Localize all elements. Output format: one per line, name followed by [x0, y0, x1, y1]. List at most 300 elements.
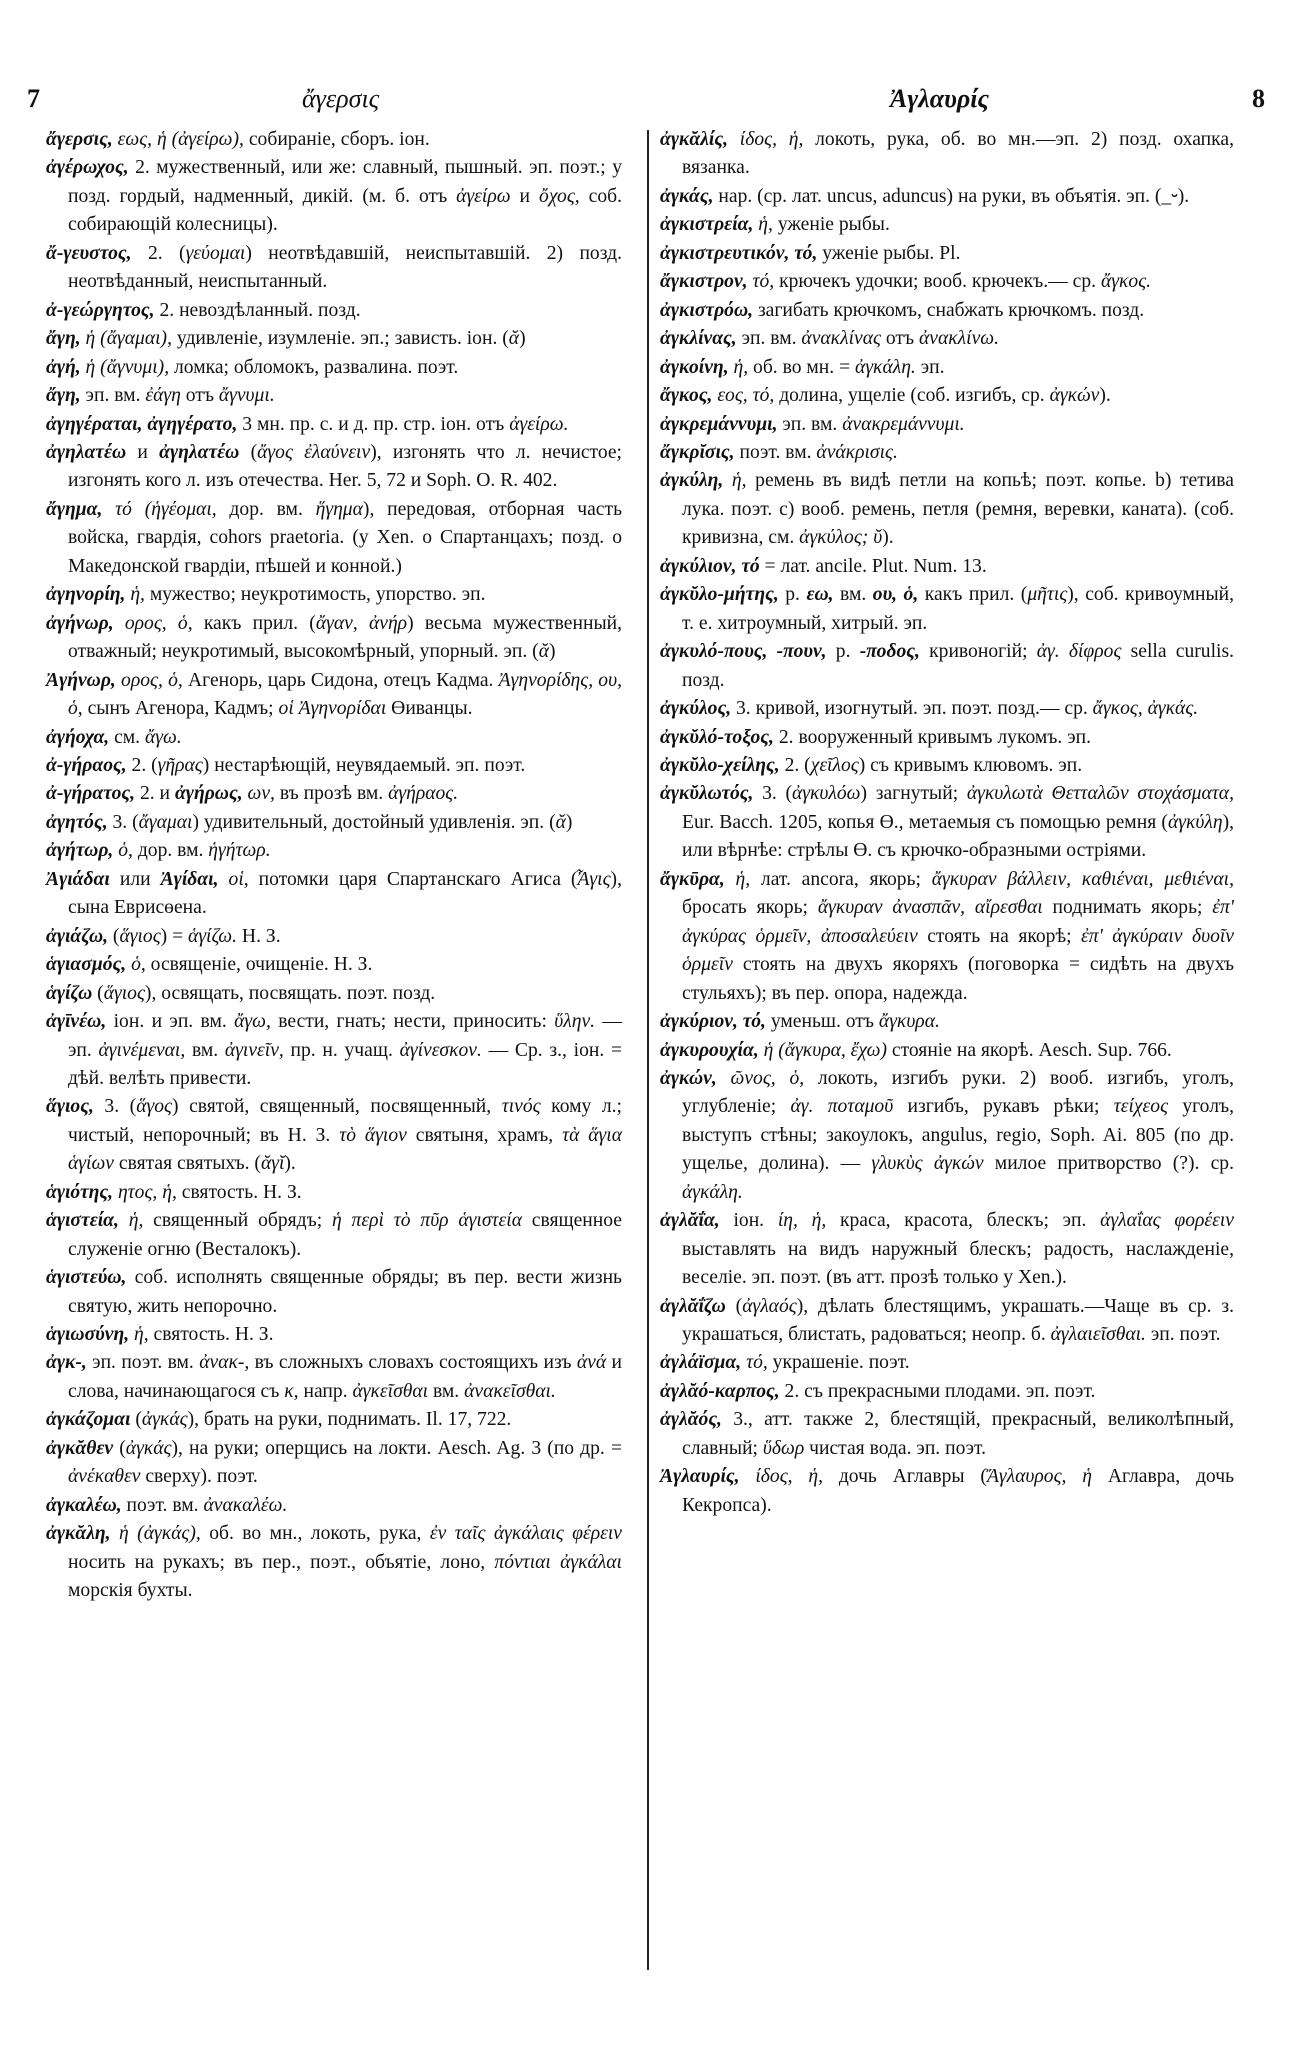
column-divider — [647, 130, 649, 1970]
dictionary-entry — [660, 382, 1234, 410]
greek-text: γλυκὺς ἀγκών — [871, 1153, 984, 1175]
greek-text: ᾰγῐ — [260, 1153, 285, 1175]
greek-text: ἀγινέμεναι, — [98, 1039, 186, 1061]
dictionary-entry — [660, 183, 1234, 211]
definition-text: ), на руки; оперщись на локти. Aesch. Ag. 3 (по др. = — [171, 1437, 622, 1459]
greek-text: τό (ἡγέομαι, — [102, 498, 217, 520]
definition-text: ) — [565, 811, 573, 833]
headword: ἀγκύλη, — [660, 470, 724, 492]
headword: ἀγλᾰΐα, — [660, 1210, 720, 1232]
headword: ἀγκών, — [660, 1067, 717, 1089]
definition-text: кому л.; чистый, непорочный; въ Н. З. — [68, 1096, 623, 1146]
dictionary-entry — [46, 411, 622, 439]
greek-text: τείχεος — [1113, 1096, 1169, 1118]
definition-text: дор. вм. — [216, 498, 316, 520]
greek-text: ἄγκος. — [1100, 271, 1152, 293]
headword: ἁγιστεύω, — [46, 1267, 127, 1289]
definition-text: ), брать на руки, поднимать. Il. 17, 722. — [187, 1409, 512, 1431]
dictionary-entry — [46, 809, 622, 837]
greek-text: μῆτις — [1027, 584, 1068, 606]
dictionary-entry — [660, 1349, 1234, 1377]
greek-text: ἡ (ἄγνυμι), — [80, 356, 170, 378]
dictionary-entry — [660, 780, 1234, 865]
headword: ἁγιότης, — [46, 1181, 114, 1203]
headword: ἀγήοχα, — [46, 726, 110, 748]
dictionary-entry — [46, 1349, 622, 1406]
dictionary-entry — [660, 1463, 1234, 1520]
definition-text: ( — [92, 982, 104, 1004]
greek-text: ἄγαμαι — [138, 811, 193, 833]
greek-text: ἀγκών — [1049, 385, 1100, 407]
greek-text: ἅγος — [136, 1096, 172, 1118]
headword: ἄγημα, — [46, 498, 103, 520]
definition-text: святость. Н. З. — [148, 1324, 274, 1346]
definition-text: вм. — [428, 1380, 465, 1402]
dictionary-entry — [660, 695, 1234, 723]
headword: ἀγκύλος, — [660, 698, 732, 720]
greek-text: ἀγλαΐας φορέειν — [1100, 1210, 1234, 1232]
headword: ἀγκάς, — [660, 185, 714, 207]
dictionary-entry — [660, 211, 1234, 239]
dictionary-entry — [660, 1406, 1234, 1463]
definition-text: потомки царя Спартанскаго Агиса ( — [248, 868, 578, 890]
definition-text: Н. З. — [237, 925, 281, 947]
definition-text: ремень въ видѣ петли на копьѣ; поэт. копье. b) тетива лука. поэт. c) вооб. ремень, петля (ремня, веревки, каната). (соб. кривизна, см. — [682, 470, 1234, 549]
dictionary-entry — [46, 1179, 622, 1207]
greek-text: ἥγημα — [315, 498, 363, 520]
greek-text: ἀνακ-, — [199, 1352, 250, 1374]
definition-text: 2. ( — [779, 754, 811, 776]
greek-text: ῶνος, ὁ, — [716, 1067, 805, 1089]
greek-text: ἀγλαός — [742, 1295, 797, 1317]
dictionary-entry — [46, 724, 622, 752]
headword: ἀγηγέραται, ἀγηγέρατο, — [46, 413, 238, 435]
definition-text: 3. ( — [753, 783, 792, 805]
dictionary-entry — [46, 325, 622, 353]
headword: ἄγκρῐσις, — [660, 441, 735, 463]
greek-text: ἡ (ἀγκάς), — [110, 1523, 201, 1545]
definition-text: поэт. вм. — [121, 1494, 204, 1516]
dictionary-entry — [660, 1008, 1234, 1036]
headword: ἀγκιστρευτικόν, τό, — [660, 242, 818, 264]
definition-text: милое притворство (?). ср. — [983, 1153, 1234, 1175]
definition-text: ), освящать, посвящать. поэт. позд. — [144, 982, 436, 1004]
definition-text: ( — [108, 925, 120, 947]
headword: ἄγερσις, — [46, 129, 113, 150]
greek-text: ἡ, — [129, 1324, 149, 1346]
greek-text: χεῖλος — [810, 754, 859, 776]
definition-text: лат. ancora, якорь; — [750, 868, 932, 890]
definition-text: 3., атт. также 2, блестящiй, прекрасный, великолѣпный, славный; — [682, 1409, 1234, 1459]
definition-text: локоть, изгибъ руки. 2) вооб. изгибъ, уголъ, углубленiе; — [682, 1067, 1234, 1118]
greek-text: ίη, ἡ, — [777, 1210, 827, 1232]
dictionary-entry — [46, 923, 622, 951]
definition-text: 2. мужественный, или же: славный, пышный. эп. поэт.; у позд. гордый, надменный, дикiй. (м. б. отъ — [68, 157, 622, 207]
headword: ἀγκύλιον, τό — [660, 555, 760, 577]
greek-text: ἁγίζω. — [188, 925, 238, 947]
greek-text: οἱ Ἀγηνορίδαι — [278, 698, 387, 720]
headword: ἀγκιστρεία, — [660, 214, 754, 236]
greek-text: ἀνάκρισις. — [816, 441, 898, 463]
definition-text: нар. (ср. лат. uncus, aduncus) на руки, въ объятiя. эп. (_⏑). — [713, 185, 1190, 207]
definition-text: украшенiе. поэт. — [767, 1352, 910, 1374]
headword: ἀ-γήρατος, — [46, 783, 136, 805]
dictionary-entry — [46, 1008, 622, 1093]
left-page-number: 7 — [27, 84, 40, 113]
dictionary-entry — [660, 1378, 1234, 1406]
greek-text: ἄγνυμι. — [218, 385, 275, 407]
right-column — [660, 126, 1234, 1520]
greek-text: τινός — [501, 1096, 541, 1118]
greek-text: ἀνακρεμάννυμι. — [842, 413, 965, 435]
definition-text: iон. — [719, 1210, 778, 1232]
definition-text: святость. Н. З. — [176, 1181, 302, 1203]
definition-text: бросать якорь; — [682, 897, 818, 919]
greek-text: ἡ (ἄγαμαι), — [80, 328, 172, 350]
definition-text: пр. н. учащ. — [283, 1039, 400, 1061]
greek-text: ἡ, — [118, 1210, 144, 1232]
definition-text: поэт. вм. — [734, 441, 817, 463]
dictionary-entry — [660, 724, 1234, 752]
headword: ἀγκαλέω, — [46, 1494, 122, 1516]
definition-text: 2. ( — [131, 242, 186, 264]
greek-text: ἀγ. ποταμοῦ — [790, 1096, 894, 1118]
headword: ἀγήνωρ, — [46, 612, 114, 634]
greek-text: ἅγιος — [103, 982, 145, 1004]
headword: ἀγκῠλωτός, — [660, 783, 754, 805]
definition-text: священное служенiе огню (Весталокъ). — [68, 1210, 622, 1260]
greek-text: ἀγίνεσκον. — [399, 1039, 482, 1061]
definition-text: эп. вм. — [736, 328, 802, 350]
dictionary-entry — [660, 752, 1234, 780]
dictionary-entry — [46, 297, 622, 325]
greek-text: ἄγω. — [144, 726, 182, 748]
dictionary-entry — [46, 951, 622, 979]
definition-text: ) святой, священный, посвященный, — [171, 1096, 502, 1118]
greek-text: ἀνακλίνω. — [918, 328, 1000, 350]
greek-text: ἀγκυλωτὰ Θετταλῶν στοχάσματα, — [966, 783, 1234, 805]
headword: ἅγιος, — [46, 1096, 94, 1118]
greek-text: ορος, ὁ, — [115, 669, 183, 691]
dictionary-entry — [660, 581, 1234, 638]
headword: ἀγκῠλό-τοξος, — [660, 726, 774, 748]
definition-text: отъ — [180, 385, 219, 407]
definition-text: и слова, начинающагося съ — [68, 1352, 623, 1402]
greek-text: εος, τό, — [712, 385, 775, 407]
dictionary-entry — [46, 980, 622, 1008]
dictionary-entry — [46, 780, 622, 808]
definition-text: ) = — [160, 925, 189, 947]
definition-text: стоять на якорѣ; — [917, 925, 1082, 947]
definition-text: ), соб. кривоумный, т. е. хитроумный, хитрый. эп. — [682, 584, 1235, 634]
definition-text: ( — [239, 441, 258, 463]
definition-text: какъ прил. ( — [918, 584, 1028, 606]
greek-text: ἐπ' ἀγκύρας ὁρμεῖν, ἀποσαλεύειν — [682, 897, 1234, 947]
dictionary-entry — [46, 1264, 622, 1321]
greek-text: ἀγκύλος; ῠ — [799, 527, 883, 549]
dictionary-entry — [46, 1492, 622, 1520]
headword: ἀγκρεμάννυμι, — [660, 413, 778, 435]
headword: ἀγκᾰλη, — [46, 1523, 111, 1545]
definition-text: долина, ущелiе (соб. изгибъ, ср. — [774, 385, 1050, 407]
definition-text: ) удивительный, достойный удивленiя. эп. ( — [192, 811, 556, 833]
greek-text: Ἀγηνορίδης, ου, ὁ, — [68, 669, 622, 720]
headword: ἀγήρως, — [174, 783, 243, 805]
definition-text: изгибъ, рукавъ рѣки; — [893, 1096, 1114, 1118]
headword: ἄγη, — [46, 385, 81, 407]
definition-text: стоять на двухъ якоряхъ (поговорка = сидѣть на двухъ стульяхъ); въ пер. опора, надежда. — [682, 954, 1234, 1004]
greek-text: ὁ, — [113, 840, 133, 862]
dictionary-entry — [46, 581, 622, 609]
dictionary-entry — [660, 126, 1234, 183]
dictionary-entry — [660, 866, 1234, 1008]
definition-text: 3 мн. пр. с. и д. пр. стр. iон. отъ — [237, 413, 510, 435]
definition-text: ), или вѣрнѣе: стрѣлы Ө. съ крючко-образными острiями. — [682, 811, 1234, 862]
greek-text: ἄγκυραν ἀνασπᾶν, αἴρεσθαι — [817, 897, 1043, 919]
headword: ἀγκῠλο-χείλης, — [660, 754, 780, 776]
dictionary-entry — [46, 752, 622, 780]
headword: ἀγκῠλο-μήτης, — [660, 584, 779, 606]
headword: ἄγκος, — [660, 385, 713, 407]
definition-text: sella curulis. позд. — [682, 641, 1234, 691]
definition-text: ) неотвѣдавшiй, неиспытавшiй. 2) позд. неотвѣданный, неиспытанный. — [68, 242, 622, 293]
headword: ἀγλᾰΐζω — [660, 1295, 726, 1317]
dictionary-entry — [46, 667, 622, 724]
greek-text: ἀγκεῖσθαι — [352, 1380, 429, 1402]
greek-text: ἀνακλίνας — [801, 328, 881, 350]
headword: ἀγιάζω, — [46, 925, 109, 947]
headword: ἄγκῡρα, — [660, 868, 725, 890]
dictionary-entry — [46, 1207, 622, 1264]
definition-text: святая святыхъ. ( — [113, 1153, 261, 1175]
definition-text: или — [109, 868, 161, 890]
definition-text: эп. вм. — [777, 413, 843, 435]
headword: ἀγκιστρόω, — [660, 299, 754, 321]
definition-text: = лат. ancile. Plut. Num. 13. — [759, 555, 987, 577]
dictionary-entry — [660, 638, 1234, 695]
greek-text: ἄγκυραν βάλλειν, καθιέναι, μεθιέναι, — [931, 868, 1234, 890]
definition-text: сверху). поэт. — [140, 1466, 258, 1488]
greek-text: ἄγαν, ἀνήρ — [315, 612, 408, 634]
headword: ἀγκ-, — [46, 1352, 87, 1374]
greek-text: τὰ ἅγια ἁγίων — [68, 1124, 622, 1175]
definition-text: дор. вм. — [132, 840, 209, 862]
definition-text: ( — [130, 1409, 142, 1431]
greek-text: ὄχος, — [539, 185, 580, 207]
definition-text: ) съ кривымъ клювомъ. эп. — [858, 754, 1083, 776]
definition-text: р. — [826, 641, 860, 663]
left-guide-word: ἄγερσις — [302, 84, 380, 113]
headword: ἁγιωσύνη, — [46, 1324, 130, 1346]
greek-text: ἀγκύλη — [1167, 811, 1223, 833]
definition-text: вести, гнать; нести, приносить: — [270, 1011, 555, 1033]
definition-text: ), сына Еврисөена. — [68, 868, 622, 919]
dictionary-entry — [660, 439, 1234, 467]
headword: Ἀγιάδαι — [46, 868, 110, 890]
definition-text: въ прозѣ вм. — [274, 783, 389, 805]
headword: εω, — [806, 584, 834, 606]
greek-text: ἀνά — [576, 1352, 607, 1374]
headword: ἀγκύριον, τό, — [660, 1011, 766, 1033]
headword: ἀγηλατέω — [46, 441, 127, 463]
definition-text: 3. ( — [107, 811, 139, 833]
definition-text: 3. ( — [93, 1096, 137, 1118]
definition-text: собиранiе, сборъ. iон. — [243, 129, 430, 150]
headword: ἁγίζω — [46, 982, 93, 1004]
headword: ἀγκᾰλίς, — [660, 129, 728, 150]
definition-text: стоянiе на якорѣ. Aesch. Sup. 766. — [886, 1039, 1172, 1061]
definition-text: какъ прил. ( — [192, 612, 316, 634]
definition-text: ), передовая, отборная часть войска, гвардiя, cohors praetoria. (у Xen. о Спартанцахъ; позд. о Македонской гвардiи, пѣшей и конной.) — [68, 498, 623, 577]
headword: ἄγη, — [46, 328, 81, 350]
greek-text: ἀγήραος. — [388, 783, 459, 805]
definition-text: Eur. Bacch. 1205, копья Ө., метаемыя съ помощью ремня ( — [682, 811, 1168, 833]
dictionary-entry — [46, 154, 622, 239]
definition-text: р. — [778, 584, 807, 606]
definition-text: Өиванцы. — [386, 698, 473, 720]
definition-text: удивленiе, изумленiе. эп.; зависть. iон. ( — [171, 328, 509, 350]
greek-text: ἀγ. δίφρος — [1036, 641, 1122, 663]
dictionary-entry — [660, 1065, 1234, 1207]
greek-text: ὕδωρ — [762, 1437, 805, 1459]
greek-text: ἄγω, — [234, 1011, 271, 1033]
definition-text: въ сложныхъ словахъ состоящихъ изъ — [249, 1352, 577, 1374]
headword: Ἀγήνωρ, — [46, 669, 116, 691]
headword: ἁγιστεία, — [46, 1210, 119, 1232]
dictionary-entry — [660, 1207, 1234, 1292]
greek-text: ᾰ — [508, 328, 520, 350]
greek-text: ἀνακεῖσθαι. — [464, 1380, 556, 1402]
greek-text: γῆρας — [157, 754, 203, 776]
headword: ἀγκοίνη, — [660, 356, 729, 378]
headword: ἀγκυλό-πους, -πουν, — [660, 641, 827, 663]
headword: Ἀγλαυρίς, — [660, 1466, 740, 1488]
greek-text: ἀγκάλη. — [682, 1181, 743, 1203]
headword: ἀγητός, — [46, 811, 108, 833]
greek-text: ᾰ — [538, 641, 549, 663]
definition-text: поднимать якорь; — [1042, 897, 1213, 919]
headword: -ποδος, — [859, 641, 920, 663]
headword: ἀγλᾰός, — [660, 1409, 722, 1431]
headword: ἀγέρωχος, — [46, 157, 129, 179]
definition-text: локоть, рука, об. во мн.—эп. 2) позд. охапка, вязанка. — [682, 129, 1234, 179]
greek-text: ἄγος ἐλαύνειν — [257, 441, 371, 463]
definition-text: 3. кривой, изогнутый. эп. поэт. позд.— ср. — [731, 698, 1093, 720]
greek-text: τὸ ἅγιον — [339, 1124, 407, 1146]
headword: ἁγιασμός, — [46, 954, 127, 976]
definition-text: уменьш. отъ — [765, 1011, 879, 1033]
definition-text: ). — [882, 527, 894, 549]
greek-text: ἄγκυρα. — [878, 1011, 940, 1033]
definition-text: отъ — [880, 328, 919, 350]
definition-text: уженiе рыбы. — [772, 214, 890, 236]
definition-text: ) — [549, 641, 556, 663]
running-head — [0, 84, 1294, 124]
definition-text: ) загнутый; — [860, 783, 967, 805]
headword: ἀγκάζομαι — [46, 1409, 131, 1431]
definition-text: см. — [109, 726, 145, 748]
definition-text: ( — [113, 1437, 126, 1459]
greek-text: ἀγινεῖν, — [224, 1039, 284, 1061]
headword: ἀγλάϊσμα, — [660, 1352, 742, 1374]
definition-text: напр. — [298, 1380, 353, 1402]
greek-text: ἡ, — [724, 868, 751, 890]
definition-text: сынъ Агенора, Кадмъ; — [82, 698, 279, 720]
definition-text: об. во мн. = — [748, 356, 856, 378]
definition-text: дочь Аглавры ( — [823, 1466, 987, 1488]
definition-text: мужество; неукротимость, упорство. эп. — [144, 584, 486, 606]
left-column — [46, 126, 622, 1606]
greek-text: τό, — [747, 271, 775, 293]
headword: ἀγλᾰό-καρπος, — [660, 1380, 780, 1402]
greek-text: ἀγκάς — [125, 1437, 172, 1459]
definition-text: ). — [284, 1153, 296, 1175]
definition-text: и — [126, 441, 160, 463]
definition-text: ) — [519, 328, 526, 350]
greek-text: τό, — [741, 1352, 768, 1374]
dictionary-entry — [46, 1435, 622, 1492]
definition-text: 2. невоздѣланный. позд. — [154, 299, 361, 321]
greek-text: ἡ, — [753, 214, 773, 236]
greek-text: οἱ, — [218, 868, 249, 890]
dictionary-entry — [660, 411, 1234, 439]
dictionary-entry — [660, 325, 1234, 353]
greek-text: ἐάγη — [145, 385, 181, 407]
definition-text: кривоногiй; — [919, 641, 1037, 663]
dictionary-entry — [46, 1093, 622, 1178]
definition-text: Аглавра, дочь Кекропса). — [682, 1466, 1235, 1516]
dictionary-entry — [660, 354, 1234, 382]
greek-text: πόντιαι ἀγκάλαι — [494, 1551, 622, 1573]
greek-text: ἀγκάς — [141, 1409, 188, 1431]
greek-text: ὁ, — [126, 954, 146, 976]
dictionary-entry — [46, 1406, 622, 1434]
dictionary-entry — [46, 382, 622, 410]
definition-text: морскiя бухты. — [68, 1580, 193, 1602]
headword: ἀ-γεώργητος, — [46, 299, 155, 321]
definition-text: вм. — [833, 584, 873, 606]
greek-text: ἡ (ἄγκυρα, ἔχω) — [758, 1039, 887, 1061]
greek-text: ἀνέκαθεν — [68, 1466, 141, 1488]
definition-text: ) весьма мужественный, отважный; неукротимый, высокомѣрный, упорный. эп. ( — [68, 612, 622, 663]
definition-text: — эп. — [68, 1011, 622, 1061]
definition-text: носить на рукахъ; въ пер., поэт., объятiе, лоно, — [68, 1551, 495, 1573]
greek-text: ἀγκάλη. — [855, 356, 916, 378]
definition-text: 2. съ прекрасными плодами. эп. поэт. — [779, 1380, 1096, 1402]
dictionary-entry — [46, 1321, 622, 1349]
dictionary-entry — [660, 553, 1234, 581]
definition-text: ) нестарѣющiй, неувядаемый. эп. поэт. — [202, 754, 526, 776]
greek-text: ἐπ' ἀγκύραιν δυοῖν ὁρμεῖν — [682, 925, 1235, 976]
greek-text: Ἄγλαυρος, ἡ — [986, 1466, 1092, 1488]
greek-text: Ἆγις — [577, 868, 611, 890]
definition-text: ), изгонять что л. нечистое; изгонять кого л. изъ отечества. Her. 5, 72 и Soph. O. R. 402. — [68, 441, 622, 492]
dictionary-entry — [46, 610, 622, 667]
definition-text: — Ср. з., iон. = дѣй. велѣть привести. — [68, 1039, 623, 1089]
definition-text: 2. вооруженный кривымъ лукомъ. эп. — [773, 726, 1092, 748]
greek-text: ἅγιος — [119, 925, 161, 947]
definition-text: вм. — [185, 1039, 225, 1061]
definition-text: краса, красота, блескъ; эп. — [826, 1210, 1101, 1232]
definition-text: 2. ( — [126, 754, 158, 776]
headword: ἄ-γευστος, — [46, 242, 132, 264]
headword: ου, ὁ, — [872, 584, 919, 606]
dictionary-entry — [660, 1293, 1234, 1350]
dictionary-entry — [46, 354, 622, 382]
dictionary-entry — [46, 866, 622, 923]
dictionary-entry — [46, 837, 622, 865]
definition-text: загибать крючкомъ, снабжать крючкомъ. позд. — [753, 299, 1145, 321]
